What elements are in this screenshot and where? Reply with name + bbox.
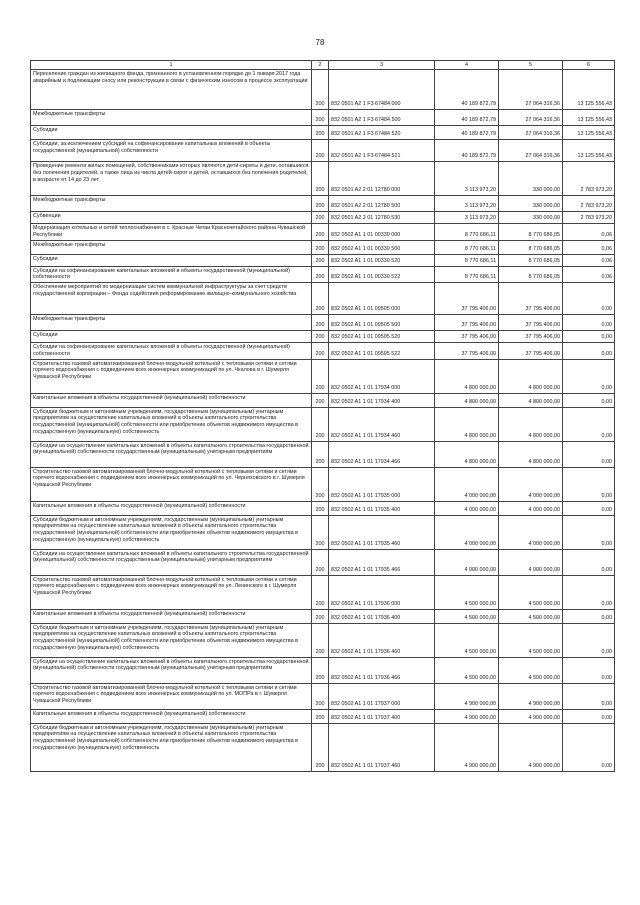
row-name: Строительство газовой автоматизированной блочно-модульной котельной с тепловыми сетями и сетями горячего водоснабжения с подведением всех инженерных коммуникаций по ул. МОПРа в г. Шумерля Чувашской Республики — [31, 683, 312, 709]
row-section: 200 — [312, 359, 329, 393]
row-name: Субсидии на осуществление капитальных вложений в объекты капитального строительства государственной (муниципальной) собственности государственным (муниципальным) унитарным предприятиям — [31, 657, 312, 683]
row-budget-code: 832 0501 A2 2 01 12780 000 — [329, 162, 435, 196]
row-budget-code: 832 0502 A1 1 01 09505 520 — [329, 331, 435, 343]
row-name: Субсидии на осуществление капитальных вложений в объекты капитального строительства государственной (муниципальной) собственности государственным (муниципальным) унитарным предприятиям — [31, 441, 312, 467]
table-row — [31, 70, 615, 110]
row-name: Переселение граждан из жилищного фонда, признанного в установленном порядке до 1 января 2017 года аварийным и подлежащим сносу или реконструкции в связи с физическим износом в процессе эксплуатации — [31, 70, 312, 110]
row-section: 200 — [312, 683, 329, 709]
row-amount-total: 8 770 686,11 — [435, 254, 499, 266]
row-section: 200 — [312, 709, 329, 723]
table-row — [31, 224, 615, 241]
row-amount-federal: 4 500 000,00 — [499, 657, 563, 683]
row-amount-total: 4 900 000,00 — [435, 709, 499, 723]
budget-table — [30, 60, 615, 772]
row-amount-republic: 0,06 — [563, 266, 615, 283]
table-row — [31, 549, 615, 575]
row-amount-total: 4 500 000,00 — [435, 575, 499, 609]
row-amount-total: 4 500 000,00 — [435, 623, 499, 657]
row-name: Субсидии на осуществление капитальных вложений в объекты капитального строительства государственной (муниципальной) собственности государственным (муниципальным) унитарным предприятиям — [31, 549, 312, 575]
row-amount-total: 4 800 000,00 — [435, 359, 499, 393]
table-row — [31, 609, 615, 623]
row-budget-code: 832 0502 A1 1 01 09505 000 — [329, 283, 435, 315]
row-amount-total: 4 800 000,00 — [435, 441, 499, 467]
table-row — [31, 140, 615, 162]
table-row — [31, 407, 615, 441]
table-row — [31, 162, 615, 196]
row-budget-code: 832 0502 A1 1 01 17936 000 — [329, 575, 435, 609]
row-budget-code: 832 0502 A1 1 01 17936 460 — [329, 623, 435, 657]
row-name: Межбюджетные трансферты — [31, 196, 312, 212]
row-section: 200 — [312, 575, 329, 609]
table-row — [31, 359, 615, 393]
row-amount-total: 4 000 000,00 — [435, 501, 499, 515]
row-amount-federal: 8 770 686,05 — [499, 240, 563, 254]
row-amount-total: 4 500 000,00 — [435, 657, 499, 683]
row-amount-federal: 4 800 000,00 — [499, 407, 563, 441]
row-budget-code: 832 0502 A1 1 01 09505 500 — [329, 315, 435, 331]
row-amount-federal: 8 770 686,05 — [499, 224, 563, 241]
row-amount-federal: 37 795 406,00 — [499, 343, 563, 360]
row-amount-republic: 0,00 — [563, 549, 615, 575]
row-amount-republic: 2 783 973,20 — [563, 196, 615, 212]
row-section: 200 — [312, 212, 329, 224]
row-amount-total: 40 189 872,79 — [435, 70, 499, 110]
row-section: 200 — [312, 110, 329, 126]
table-row — [31, 657, 615, 683]
row-amount-total: 3 113 973,20 — [435, 162, 499, 196]
row-amount-federal: 37 795 406,00 — [499, 315, 563, 331]
row-budget-code: 832 0502 A1 1 01 17934 466 — [329, 441, 435, 467]
table-row — [31, 441, 615, 467]
row-name: Модернизация котельных и сетей теплоснабжения в с. Красные Четаи Красночетайского района Чувашской Республики — [31, 224, 312, 241]
row-amount-federal: 4 000 000,00 — [499, 549, 563, 575]
row-name: Субсидии на софинансирование капитальных вложений в объекты государственной (муниципальной) собственности — [31, 343, 312, 360]
table-row — [31, 683, 615, 709]
column-header: 3 — [329, 61, 435, 70]
row-budget-code: 832 0502 A1 1 01 17937 460 — [329, 723, 435, 771]
table-row — [31, 266, 615, 283]
row-name: Субсидии бюджетным и автономным учреждениям, государственным (муниципальным) унитарным предприятиям на осуществление капитальных вложений в объекты капитального строительства государственной (муниципальной) собственности или приобретение объектов недвижимого имущества в государственную (муниципальную) собственность — [31, 723, 312, 771]
row-section: 200 — [312, 266, 329, 283]
column-header: 6 — [563, 61, 615, 70]
row-budget-code: 832 0501 A2 2 01 12780 500 — [329, 196, 435, 212]
row-amount-total: 4 000 000,00 — [435, 515, 499, 549]
column-header: 5 — [499, 61, 563, 70]
row-amount-federal: 4 900 000,00 — [499, 723, 563, 771]
row-amount-republic: 0,00 — [563, 343, 615, 360]
row-section: 200 — [312, 224, 329, 241]
table-row — [31, 315, 615, 331]
row-budget-code: 832 0502 A1 1 01 17935 000 — [329, 467, 435, 501]
row-amount-total: 37 795 406,00 — [435, 343, 499, 360]
row-name: Капитальные вложения в объекты государственной (муниципальной) собственности — [31, 609, 312, 623]
row-amount-republic: 0,00 — [563, 501, 615, 515]
row-section: 200 — [312, 196, 329, 212]
row-amount-republic: 13 125 556,43 — [563, 126, 615, 140]
table-row — [31, 515, 615, 549]
row-budget-code: 832 0502 A1 1 01 00330 522 — [329, 266, 435, 283]
row-section: 200 — [312, 467, 329, 501]
row-amount-federal: 330 000,00 — [499, 212, 563, 224]
row-section: 200 — [312, 609, 329, 623]
table-row — [31, 393, 615, 407]
row-budget-code: 832 0502 A1 1 01 00330 500 — [329, 240, 435, 254]
row-amount-republic: 2 783 973,20 — [563, 162, 615, 196]
row-budget-code: 832 0502 A1 1 01 17937 000 — [329, 683, 435, 709]
row-budget-code: 832 0501 A2 2 01 12780 530 — [329, 212, 435, 224]
table-row — [31, 283, 615, 315]
row-amount-republic: 0,00 — [563, 623, 615, 657]
row-amount-total: 37 795 406,00 — [435, 331, 499, 343]
row-amount-republic: 0,00 — [563, 575, 615, 609]
row-section: 200 — [312, 407, 329, 441]
table-row — [31, 331, 615, 343]
row-section: 200 — [312, 283, 329, 315]
row-amount-federal: 27 064 316,36 — [499, 126, 563, 140]
row-amount-republic: 0,00 — [563, 331, 615, 343]
row-amount-republic: 0,06 — [563, 224, 615, 241]
row-amount-republic: 0,00 — [563, 283, 615, 315]
column-header: 4 — [435, 61, 499, 70]
row-section: 200 — [312, 331, 329, 343]
row-amount-federal: 4 800 000,00 — [499, 359, 563, 393]
row-amount-federal: 4 500 000,00 — [499, 623, 563, 657]
row-amount-total: 4 000 000,00 — [435, 549, 499, 575]
row-amount-total: 8 770 686,11 — [435, 266, 499, 283]
row-amount-republic: 13 125 556,43 — [563, 70, 615, 110]
row-name: Проведение ремонта жилых помещений, собственниками которых являются дети-сироты и дети, оставшиеся без попечения родителей, а также лица из числа детей-сирот и детей, оставшихся без попечения родителей, в возрасте от 14 до 23 лет — [31, 162, 312, 196]
row-amount-republic: 0,00 — [563, 723, 615, 771]
row-section: 200 — [312, 343, 329, 360]
row-section: 200 — [312, 315, 329, 331]
table-row — [31, 240, 615, 254]
row-amount-federal: 4 000 000,00 — [499, 515, 563, 549]
row-budget-code: 832 0501 A2 1 F3 67484 000 — [329, 70, 435, 110]
row-amount-republic: 0,00 — [563, 609, 615, 623]
row-amount-republic: 0,00 — [563, 315, 615, 331]
row-budget-code: 832 0502 A1 1 01 09505 522 — [329, 343, 435, 360]
row-section: 200 — [312, 70, 329, 110]
row-budget-code: 832 0502 A1 1 01 17934 460 — [329, 407, 435, 441]
table-row — [31, 501, 615, 515]
row-name: Капитальные вложения в объекты государственной (муниципальной) собственности — [31, 501, 312, 515]
row-name: Строительство газовой автоматизированной блочно-модульной котельной с тепловыми сетями и сетями горячего водоснабжения с подведением всех инженерных коммуникаций по ул. Чкалова в г. Шумерля Чувашской Республики — [31, 359, 312, 393]
row-amount-total: 4 900 000,00 — [435, 683, 499, 709]
row-name: Строительство газовой автоматизированной блочно-модульной котельной с тепловыми сетями и сетями горячего водоснабжения с подведением всех инженерных коммуникаций по ул. Черняховского в г. Шумерля Чувашской Республики — [31, 467, 312, 501]
row-section: 200 — [312, 140, 329, 162]
row-name: Межбюджетные трансферты — [31, 240, 312, 254]
row-budget-code: 832 0502 A1 1 01 17936 466 — [329, 657, 435, 683]
row-amount-republic: 0,00 — [563, 657, 615, 683]
row-budget-code: 832 0502 A1 1 01 17935 460 — [329, 515, 435, 549]
row-amount-federal: 37 795 406,00 — [499, 283, 563, 315]
row-section: 200 — [312, 441, 329, 467]
row-section: 200 — [312, 162, 329, 196]
table-row — [31, 110, 615, 126]
row-amount-federal: 27 064 316,36 — [499, 140, 563, 162]
row-amount-republic: 13 125 556,43 — [563, 140, 615, 162]
row-amount-federal: 4 900 000,00 — [499, 709, 563, 723]
row-amount-republic: 0,00 — [563, 393, 615, 407]
row-name: Строительство газовой автоматизированной блочно-модульной котельной с тепловыми сетями и сетями горячего водоснабжения с подведением всех инженерных коммуникаций по ул. Ленинского в г. Шумерля Чувашской Республики — [31, 575, 312, 609]
row-name: Капитальные вложения в объекты государственной (муниципальной) собственности — [31, 393, 312, 407]
row-amount-republic: 0,00 — [563, 441, 615, 467]
row-name: Обеспечение мероприятий по модернизации систем коммунальной инфраструктуры за счет средств государственной корпорации – Фонда содействия реформированию жилищно-коммунального хозяйства — [31, 283, 312, 315]
table-row — [31, 709, 615, 723]
column-header: 1 — [31, 61, 312, 70]
row-amount-total: 4 800 000,00 — [435, 407, 499, 441]
row-name: Субсидии — [31, 331, 312, 343]
table-row — [31, 343, 615, 360]
row-name: Межбюджетные трансферты — [31, 110, 312, 126]
row-amount-federal: 4 500 000,00 — [499, 575, 563, 609]
row-budget-code: 832 0502 A1 1 01 17934 400 — [329, 393, 435, 407]
table-row — [31, 467, 615, 501]
table-row — [31, 196, 615, 212]
row-amount-total: 4 800 000,00 — [435, 393, 499, 407]
row-amount-republic: 0,00 — [563, 407, 615, 441]
row-budget-code: 832 0501 A2 1 F3 67484 500 — [329, 110, 435, 126]
row-amount-republic: 13 125 556,43 — [563, 110, 615, 126]
row-section: 200 — [312, 126, 329, 140]
row-amount-republic: 0,06 — [563, 240, 615, 254]
row-amount-federal: 8 770 686,05 — [499, 266, 563, 283]
row-amount-total: 3 113 973,20 — [435, 196, 499, 212]
row-amount-federal: 4 000 000,00 — [499, 501, 563, 515]
row-name: Субсидии бюджетным и автономным учреждениям, государственным (муниципальным) унитарным предприятиям на осуществление капитальных вложений в объекты капитального строительства государственной (муниципальной) собственности или приобретение объектов недвижимого имущества в государственную (муниципальную) собственность — [31, 515, 312, 549]
row-name: Субсидии, за исключением субсидий на софинансирование капитальных вложений в объекты государственной (муниципальной) собственности — [31, 140, 312, 162]
row-name: Субсидии — [31, 254, 312, 266]
row-amount-total: 4 500 000,00 — [435, 609, 499, 623]
row-amount-republic: 2 783 973,20 — [563, 212, 615, 224]
row-amount-federal: 330 000,00 — [499, 196, 563, 212]
row-budget-code: 832 0502 A1 1 01 17935 400 — [329, 501, 435, 515]
row-budget-code: 832 0502 A1 1 01 17937 400 — [329, 709, 435, 723]
row-amount-republic: 0,00 — [563, 359, 615, 393]
row-amount-federal: 4 000 000,00 — [499, 467, 563, 501]
row-section: 200 — [312, 501, 329, 515]
row-budget-code: 832 0502 A1 1 01 17935 466 — [329, 549, 435, 575]
row-amount-total: 4 000 000,00 — [435, 467, 499, 501]
page-number: 78 — [315, 38, 325, 47]
row-amount-federal: 37 795 406,00 — [499, 331, 563, 343]
row-amount-federal: 8 770 686,05 — [499, 254, 563, 266]
row-budget-code: 832 0501 A2 1 F3 67484 521 — [329, 140, 435, 162]
row-amount-total: 40 189 872,79 — [435, 110, 499, 126]
column-header: 2 — [312, 61, 329, 70]
row-section: 200 — [312, 393, 329, 407]
table-row — [31, 723, 615, 771]
row-amount-federal: 27 064 316,36 — [499, 70, 563, 110]
row-section: 200 — [312, 515, 329, 549]
table-header-row — [31, 61, 615, 70]
row-amount-federal: 4 500 000,00 — [499, 609, 563, 623]
row-name: Субсидии на софинансирование капитальных вложений в объекты государственной (муниципальной) собственности — [31, 266, 312, 283]
row-section: 200 — [312, 623, 329, 657]
row-name: Межбюджетные трансферты — [31, 315, 312, 331]
table-row — [31, 623, 615, 657]
row-section: 200 — [312, 723, 329, 771]
row-name: Капитальные вложения в объекты государственной (муниципальной) собственности — [31, 709, 312, 723]
row-budget-code: 832 0502 A1 1 01 17934 000 — [329, 359, 435, 393]
row-name: Субсидии бюджетным и автономным учреждениям, государственным (муниципальным) унитарным предприятиям на осуществление капитальных вложений в объекты капитального строительства государственной (муниципальной) собственности или приобретение объектов недвижимого имущества в государственную (муниципальную) собственность — [31, 407, 312, 441]
row-amount-total: 40 189 872,79 — [435, 140, 499, 162]
row-budget-code: 832 0501 A2 1 F3 67484 520 — [329, 126, 435, 140]
row-amount-republic: 0,00 — [563, 709, 615, 723]
row-amount-federal: 4 800 000,00 — [499, 441, 563, 467]
row-amount-total: 40 189 872,79 — [435, 126, 499, 140]
row-amount-federal: 4 800 000,00 — [499, 393, 563, 407]
row-budget-code: 832 0502 A1 1 01 17936 400 — [329, 609, 435, 623]
row-budget-code: 832 0502 A1 1 01 00330 520 — [329, 254, 435, 266]
row-name: Субсидии бюджетным и автономным учреждениям, государственным (муниципальным) унитарным предприятиям на осуществление капитальных вложений в объекты капитального строительства государственной (муниципальной) собственности или приобретение объектов недвижимого имущества в государственную (муниципальную) собственность — [31, 623, 312, 657]
row-section: 200 — [312, 549, 329, 575]
row-amount-republic: 0,00 — [563, 467, 615, 501]
row-amount-republic: 0,06 — [563, 254, 615, 266]
row-amount-total: 8 770 686,11 — [435, 240, 499, 254]
row-section: 200 — [312, 240, 329, 254]
row-amount-federal: 330 000,00 — [499, 162, 563, 196]
table-row — [31, 126, 615, 140]
row-name: Субвенции — [31, 212, 312, 224]
row-amount-federal: 4 900 000,00 — [499, 683, 563, 709]
row-section: 200 — [312, 657, 329, 683]
row-amount-republic: 0,00 — [563, 515, 615, 549]
table-row — [31, 575, 615, 609]
row-amount-republic: 0,00 — [563, 683, 615, 709]
table-row — [31, 212, 615, 224]
row-amount-federal: 27 064 316,36 — [499, 110, 563, 126]
row-amount-total: 8 770 686,11 — [435, 224, 499, 241]
row-amount-total: 4 900 000,00 — [435, 723, 499, 771]
row-amount-total: 37 795 406,00 — [435, 315, 499, 331]
row-name: Субсидии — [31, 126, 312, 140]
table-row — [31, 254, 615, 266]
row-section: 200 — [312, 254, 329, 266]
row-amount-total: 3 113 973,20 — [435, 212, 499, 224]
row-amount-total: 37 795 406,00 — [435, 283, 499, 315]
row-budget-code: 832 0502 A1 1 01 00330 000 — [329, 224, 435, 241]
